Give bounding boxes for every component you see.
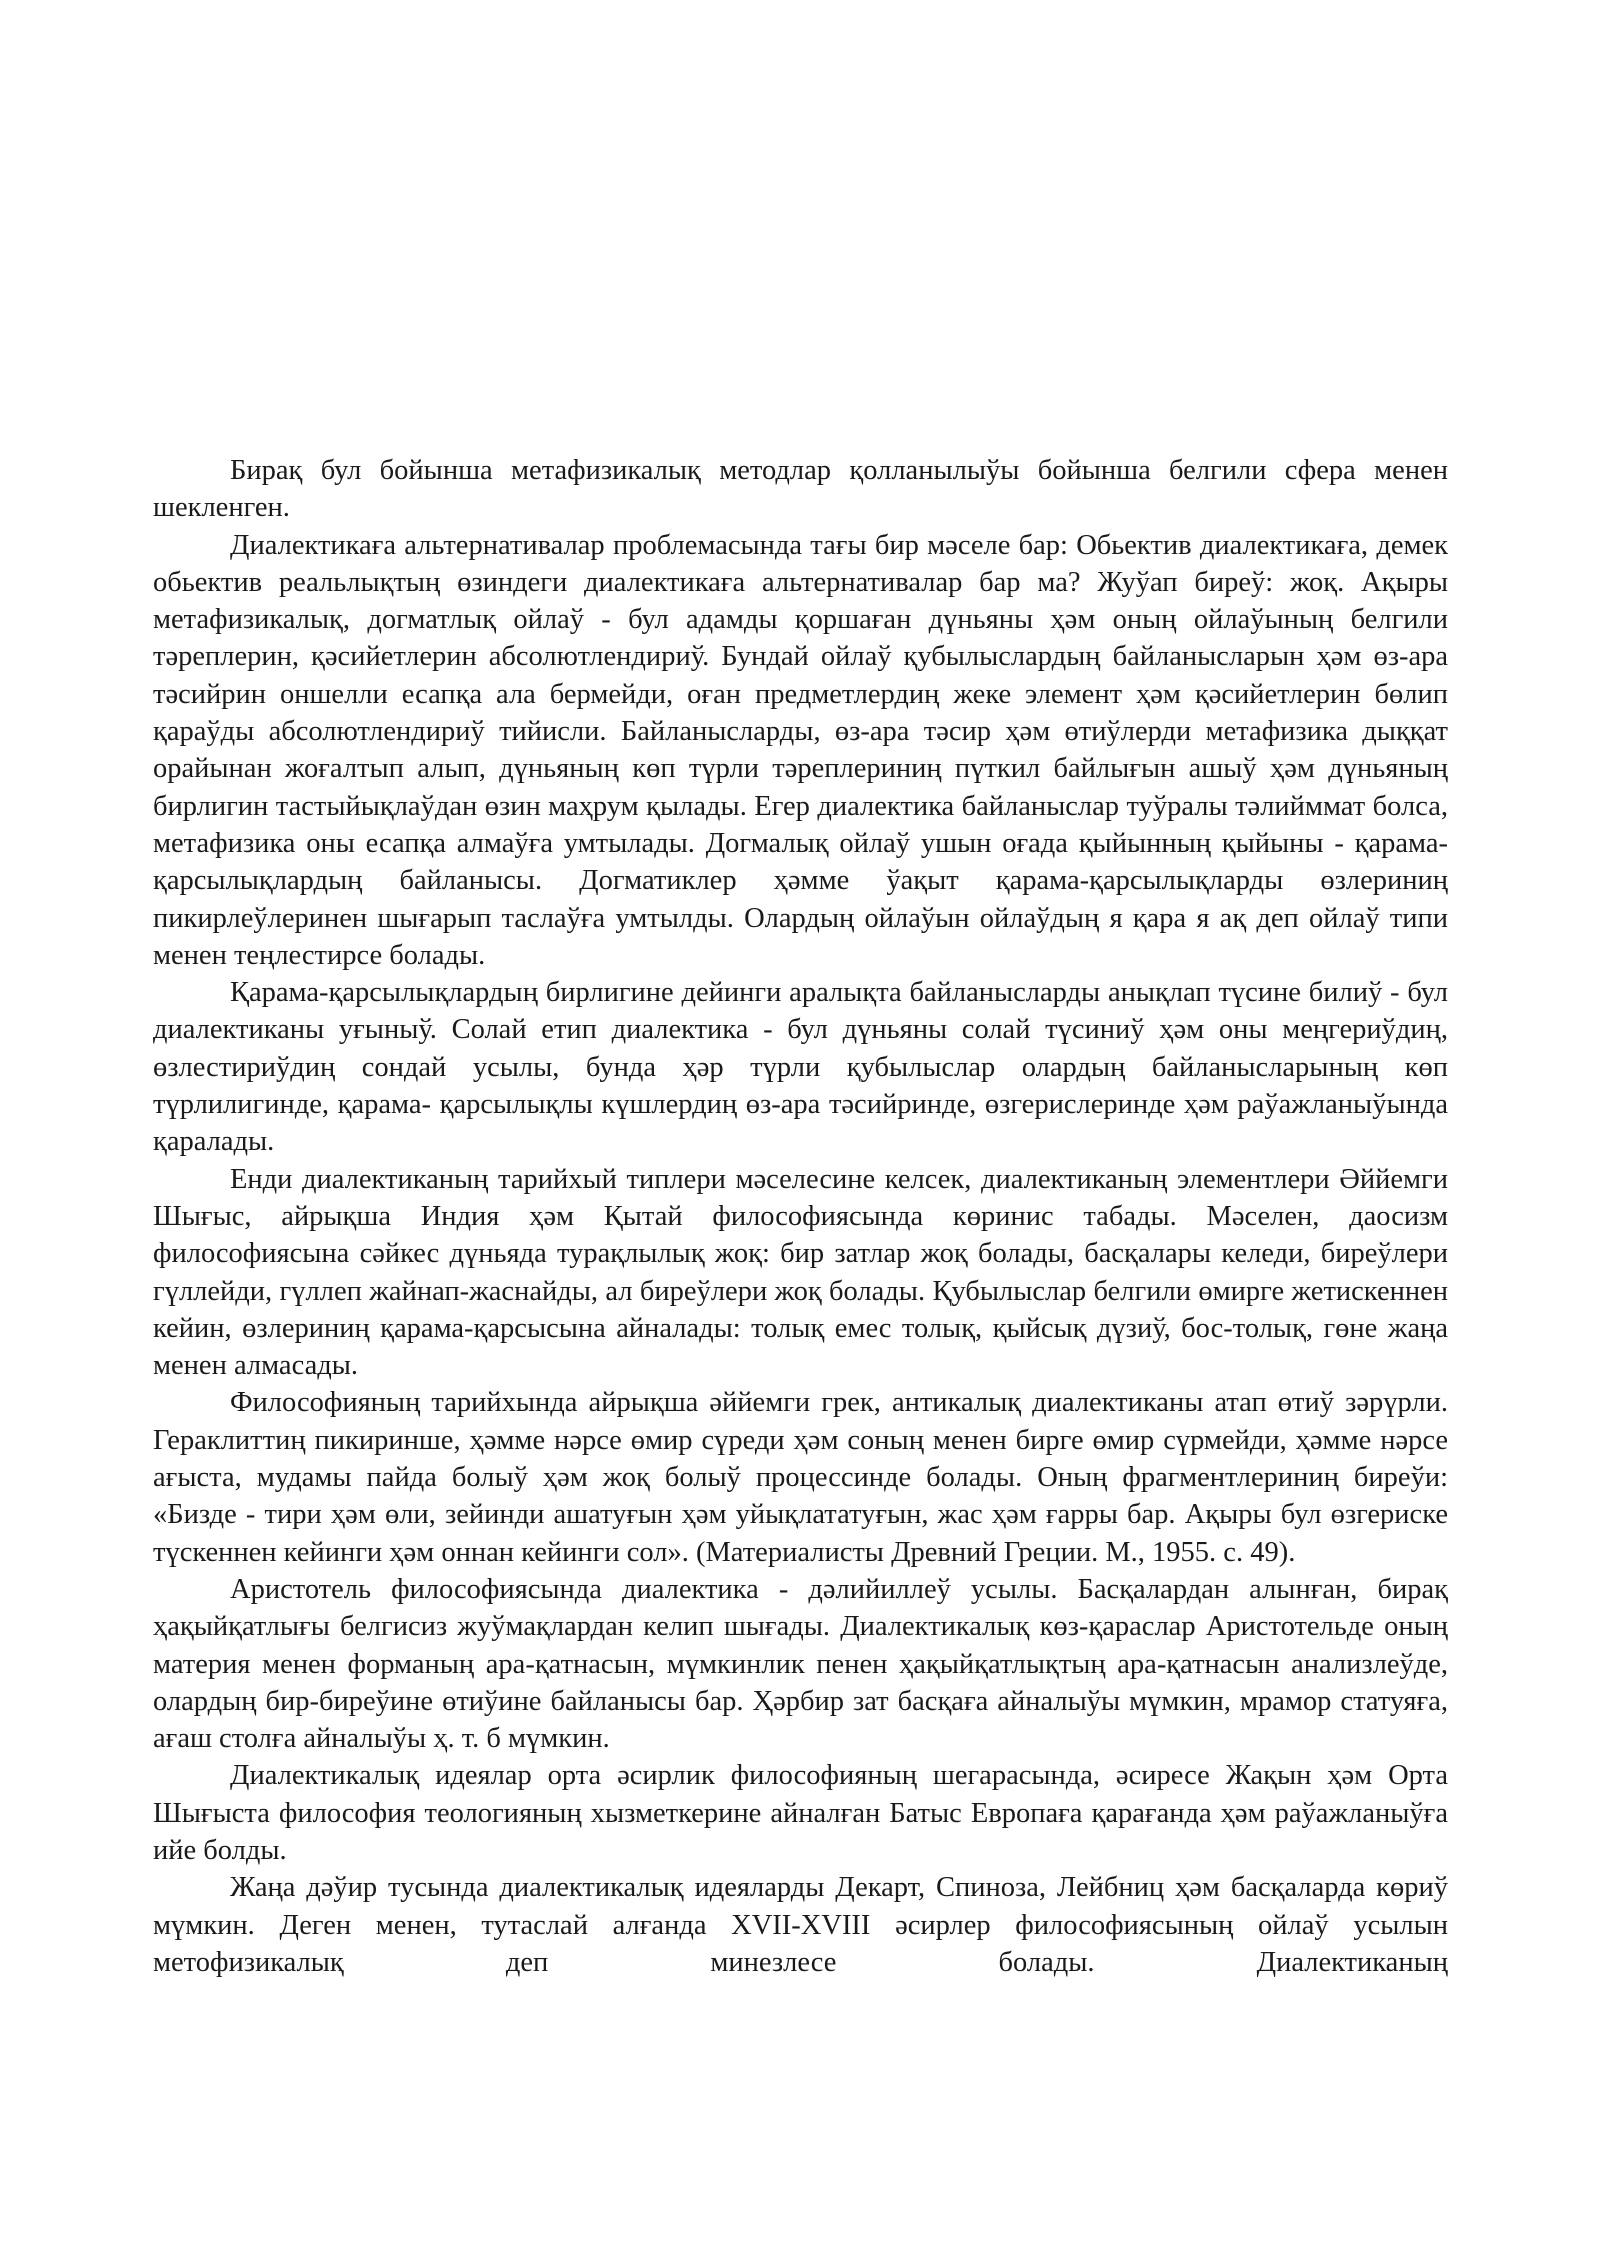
paragraph-3: Қарама-қарсылықлардың бирлигине дейинги аралықта байланысларды анықлап түсине билиў - бул диалектиканы уғыныў. Солай етип диалектика - бул дүньяны солай түсиниў ҳәм оны меңгериўдиң, өзлестириўдиң сондай усылы, бунда ҳәр түрли қубылыслар олардың байланысларының көп түрлилигинде, қарама- қарсылықлы күшлердиң өз-ара тәсийринде, өзгерислеринде ҳәм раўажланыўында қаралады.: [153, 977, 1448, 1158]
paragraph-5: Философияның тарийхында айрықша әййемги грек, антикалық диалектиканы атап өтиў зәрүрли. Гераклиттиң пикиринше, ҳәмме нәрсе өмир сүреди ҳәм соның менен бирге өмир сүрмейди, ҳәмме нәрсе ағыста, мудамы пайда болыў ҳәм жоқ болыў процессинде болады. Оның фрагментлериниң биреўи: «Бизде - тири ҳәм өли, зейинди ашатуғын ҳәм уйықлататуғын, жас ҳәм ғарры бар. Ақыры бул өзгериске түскеннен кейинги ҳәм оннан кейинги сол». (Материалисты Древний Греции. М., 1955. с. 49).: [153, 1387, 1448, 1568]
paragraph-2: Диалектикаға альтернативалар проблемасында тағы бир мәселе бар: Обьектив диалектикаға, демек обьектив реальлықтың өзиндеги диалектикаға альтернативалар бар ма? Жуўап биреў: жоқ. Ақыры метафизикалық, догматлық ойлаў - бул адамды қоршаған дүньяны ҳәм оның ойлаўының белгили тәреплерин, қәсийетлерин абсолютлендириў. Бундай ойлаў қубылыслардың байланысларын ҳәм өз-ара тәсийрин оншелли есапқа ала бермейди, оған предметлердиң жеке элемент ҳәм қәсийетлерин бөлип қараўды абсолютлендириў тийисли. Байланысларды, өз-ара тәсир ҳәм өтиўлерди метафизика дыққат орайынан жоғалтып алып, дүньяның көп түрли тәреплериниң пүткил байлығын ашыў ҳәм дүньяның бирлигин тастыйықлаўдан өзин маҳрум қылады. Егер диалектика байланыслар туўралы тәлийммат болса, метафизика оны есапқа алмаўға умтылады. Догмалық ойлаў ушын оғада қыйынның қыйыны - қарама-қарсылықлардың байланысы. Догматиклер ҳәмме ўақыт қарама-қарсылықларды өзлериниң пикирлеўлеринен шығарып таслаўға умтылды. Олардың ойлаўын ойлаўдың я қара я ақ деп ойлаў типи менен теңлестирсе болады.: [153, 529, 1448, 971]
paragraph-8: Жаңа дәўир тусында диалектикалық идеяларды Декарт, Спиноза, Лейбниц ҳәм басқаларда көриў мүмкин. Деген менен, тутаслай алғанда XVII-XVIII әсирлер философиясының ойлаў усылын метофизикалық деп минезлесе болады. Диалектиканың: [153, 1872, 1448, 1978]
paragraph-7: Диалектикалық идеялар орта әсирлик философияның шегарасында, әсиресе Жақын ҳәм Орта Шығыста философия теологияның хызметкерине айналған Батыс Европаға қарағанда ҳәм раўажланыўға ийе болды.: [153, 1760, 1448, 1866]
paragraph-4: Енди диалектиканың тарийхый типлери мәселесине келсек, диалектиканың элементлери Әййемги Шығыс, айрықша Индия ҳәм Қытай философиясында көринис табады. Мәселен, даосизм философиясына сәйкес дүньяда турақлылық жоқ: бир затлар жоқ болады, басқалары келеди, биреўлери гүллейди, гүллеп жайнап-жаснайды, ал биреўлери жоқ болады. Қубылыслар белгили өмирге жетискеннен кейин, өзлериниң қарама-қарсысына айналады: толық емес толық, қыйсық дүзиў, бос-толық, гөне жаңа менен алмасады.: [153, 1163, 1448, 1382]
document-page: [153, 452, 1448, 1981]
paragraph-6: Аристотель философиясында диалектика - дәлийиллеў усылы. Басқалардан алынған, бирақ ҳақыйқатлығы белгисиз жуўмақлардан келип шығады. Диалектикалық көз-қараслар Аристотельде оның материя менен форманың ара-қатнасын, мүмкинлик пенен ҳақыйқатлықтың ара-қатнасын анализлеўде, олардың бир-биреўине өтиўине байланысы бар. Ҳәрбир зат басқаға айналыўы мүмкин, мрамор статуяға, ағаш столға айналыўы ҳ. т. б мүмкин.: [153, 1573, 1448, 1755]
paragraph-1: Бирақ бул бойынша метафизикалық методлар қолланылыўы бойынша белгили сфера менен шекленген.: [153, 455, 1448, 524]
